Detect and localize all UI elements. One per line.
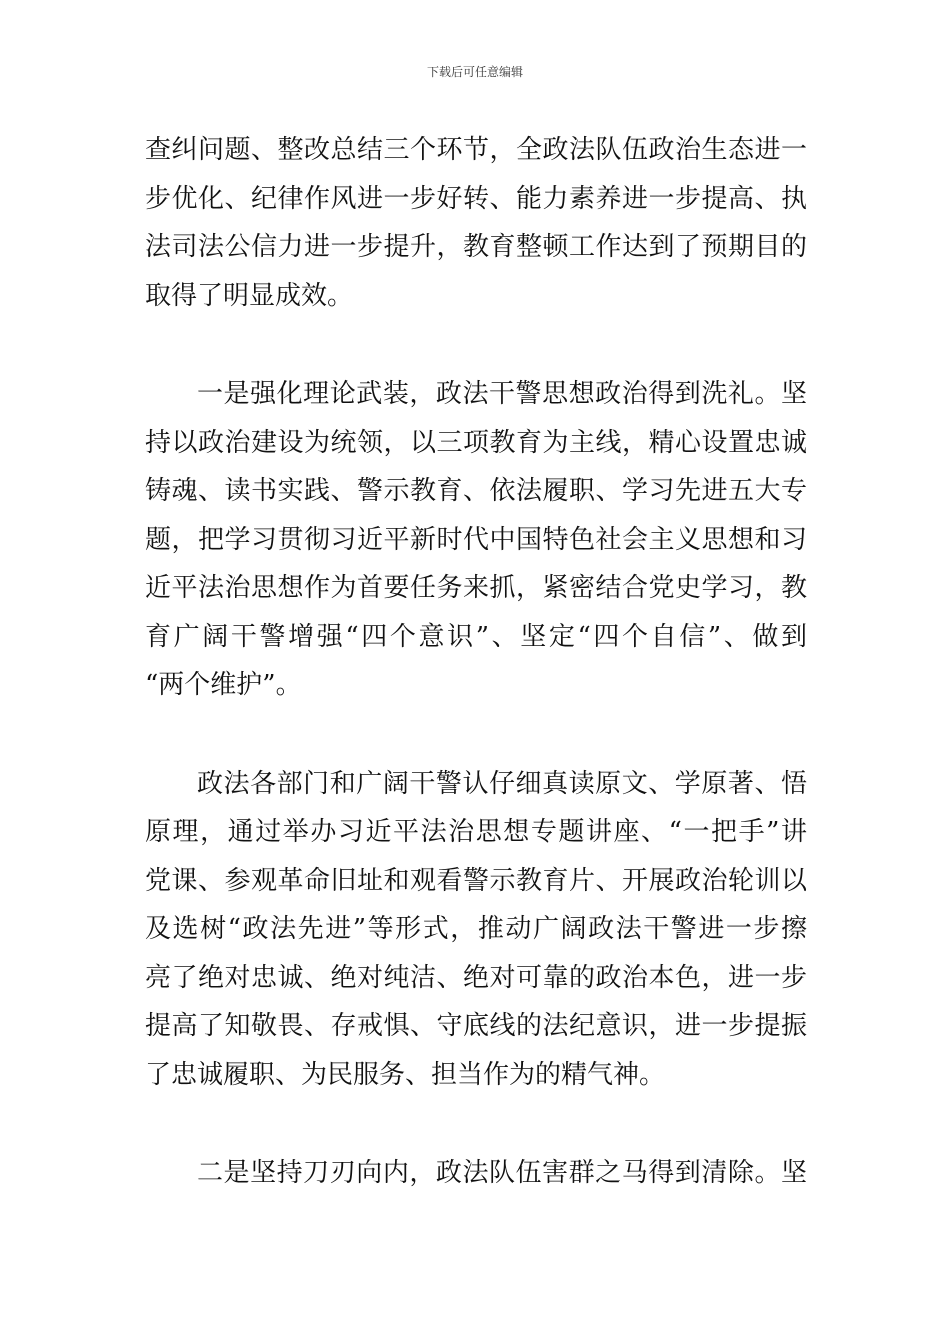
paragraph-gap xyxy=(145,320,807,370)
document-body xyxy=(145,126,807,1198)
text-line: 持以政治建设为统领，以三项教育为主线，精心设置忠诚 xyxy=(145,427,807,458)
text-line: 取得了明显成效。 xyxy=(145,280,354,311)
paragraph-gap xyxy=(145,710,807,760)
text-line: 政法各部门和广阔干警认仔细真读原文、学原著、悟 xyxy=(197,768,807,799)
text-line: 提高了知敬畏、存戒惧、守底线的法纪意识，进一步提振 xyxy=(145,1011,807,1041)
text-line: 育广阔干警增强“四个意识”、坚定“四个自信”、做到 xyxy=(145,621,807,652)
text-line: 了忠诚履职、为民服务、担当作为的精气神。 xyxy=(145,1059,666,1090)
text-line: 二是坚持刀刃向内，政法队伍害群之马得到清除。坚 xyxy=(197,1158,807,1188)
text-line: 题，把学习贯彻习近平新时代中国特色社会主义思想和习 xyxy=(145,524,807,555)
paragraph-gap xyxy=(145,1099,807,1149)
page-header: 下载后可任意编辑 xyxy=(426,65,523,79)
text-line: 步优化、纪律作风进一步好转、能力素养进一步提高、执 xyxy=(145,183,807,214)
text-line: 铸魂、读书实践、警示教育、依法履职、学习先进五大专 xyxy=(145,476,807,506)
text-line: 近平法治思想作为首要任务来抓，紧密结合党史学习，教 xyxy=(145,573,807,603)
text-line: 原理，通过举办习近平法治思想专题讲座、“一把手”讲 xyxy=(145,817,807,847)
paragraph-2 xyxy=(145,370,807,710)
text-line: 亮了绝对忠诚、绝对纯洁、绝对可靠的政治本色，进一步 xyxy=(145,962,807,993)
paragraph-4 xyxy=(145,1149,807,1198)
text-line: “两个维护”。 xyxy=(145,670,302,700)
text-line: 及选树“政法先进”等形式，推动广阔政法干警进一步擦 xyxy=(145,914,807,944)
paragraph-1 xyxy=(145,126,807,320)
text-line: 查纠问题、整改总结三个环节，全政法队伍政治生态进一 xyxy=(145,135,807,165)
text-line: 一是强化理论武装，政法干警思想政治得到洗礼。坚 xyxy=(197,379,807,409)
paragraph-3 xyxy=(145,760,807,1100)
text-line: 党课、参观革命旧址和观看警示教育片、开展政治轮训以 xyxy=(145,865,807,896)
text-line: 法司法公信力进一步提升，教育整顿工作达到了预期目的 xyxy=(145,232,807,262)
